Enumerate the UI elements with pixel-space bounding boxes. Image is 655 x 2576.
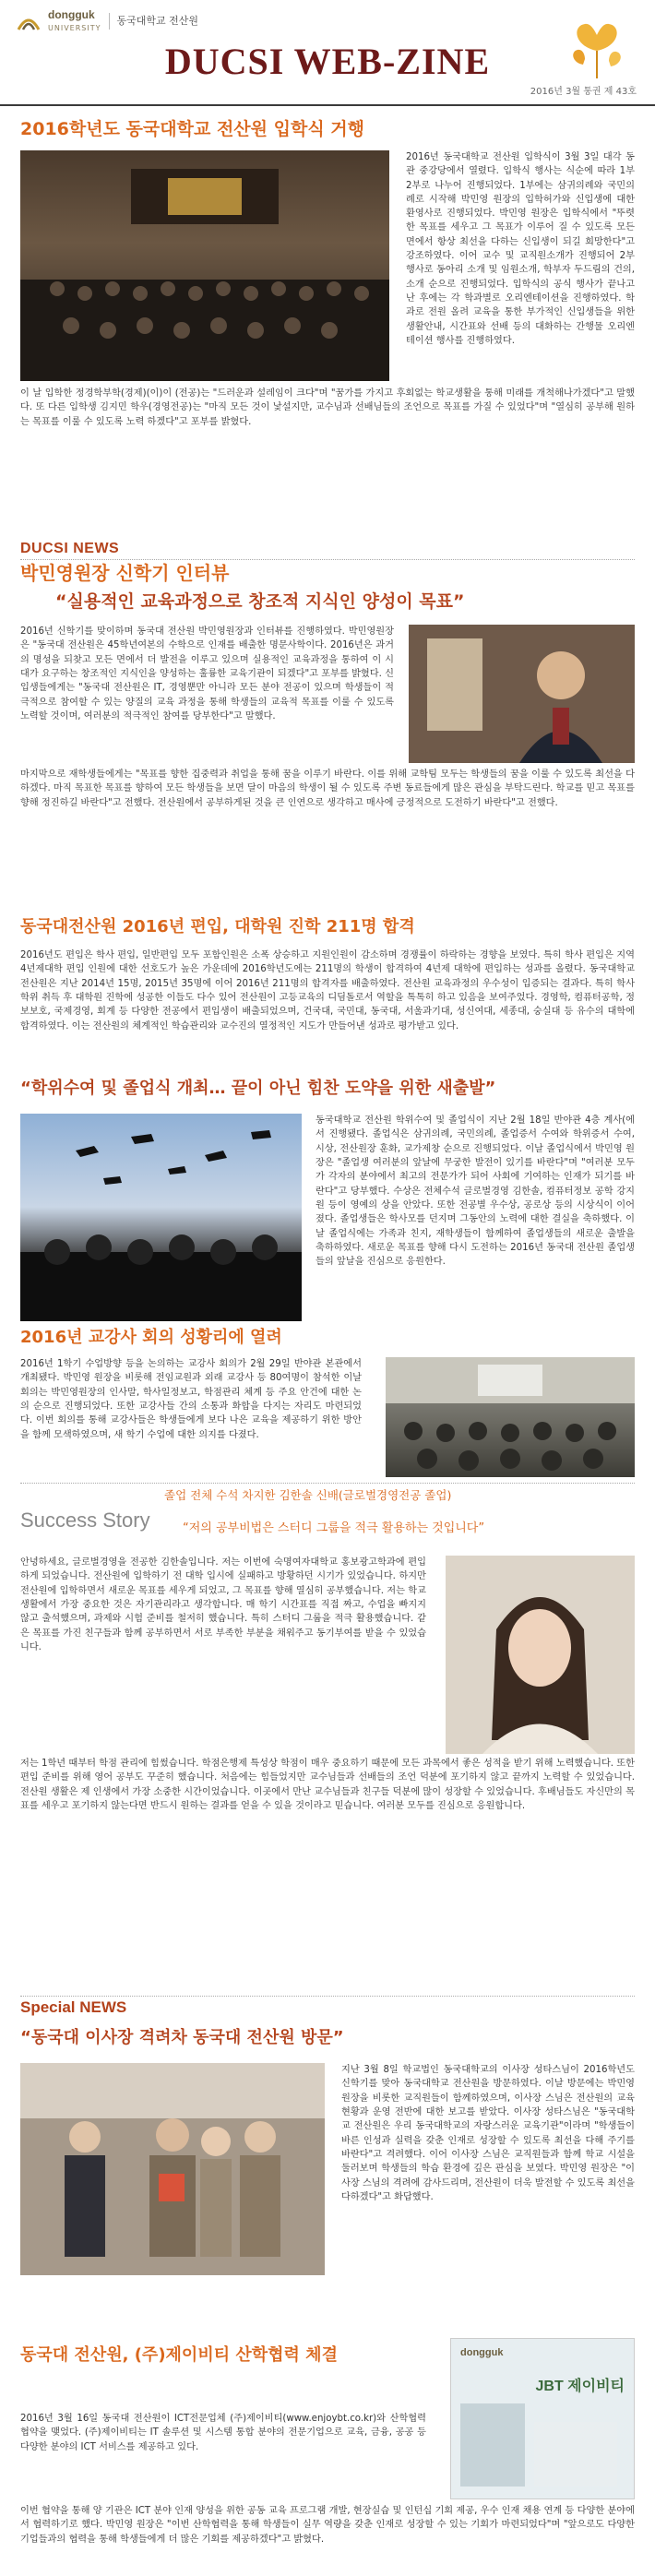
- special-news-tag: Special NEWS: [20, 1998, 127, 2017]
- article-title: 2016년 교강사 회의 성황리에 열려: [20, 1328, 282, 1348]
- article-subtitle: 졸업 전체 수석 차지한 김한솔 신배(글로벌경영전공 졸업): [164, 1488, 452, 1503]
- article-jbt-partnership: [0, 2338, 655, 2548]
- news-section-tag: DUCSI NEWS: [20, 541, 120, 556]
- dept-name: 동국대학교 전산원: [116, 15, 199, 28]
- article-body: 지난 3월 8일 학교법인 동국대학교의 이사장 성타스님이 2016학년도 신학기를 맞아 동국대학교 전산원을 방문하였다. 이날 방문에는 박민영 원장을 비롯한 교직원들이 함께하였으며, 이사장 스님은 전산원의 교육 현황과 운영 전반에 대한 보고를 받았다. 이사장 성타스님은 "동국대학교 전산원은 우리 동국대학교의 자랑스러운 교육기관"이라며 "학생들이 바른 인성과 실력을 갖춘 인재로 성장할 수 있도록 최선을 다해 주기를 바란다"고 격려했다. 이어 이사장 스님은 교직원들과 함께 학교 시설을 둘러보며 학생들의 학습 환경에 깊은 관심을 보였다. 박민영 원장은 "이사장 스님의 격려에 감사드리며, 전산원이 더욱 발전할 수 있도록 최선을 다하겠다"고 화답했다.: [341, 2065, 635, 2202]
- partnership-logo-dongguk: dongguk: [460, 2347, 504, 2359]
- article-title: 박민영원장 신학기 인터뷰: [20, 562, 230, 585]
- article-entrance-ceremony: [0, 106, 655, 538]
- article-body-continued: 저는 1학년 때부터 학점 관리에 힘썼습니다. 학점은행제 특성상 학점이 매우 중요하기 때문에 모든 과목에서 좋은 성적을 받기 위해 노력했습니다. 또한 편입 준비를 위해 영어 공부도 꾸준히 했습니다. 처음에는 힘들었지만 교수님들과 선배들의 조언 덕분에 포기하지 않고 끝까지 노력할 수 있었습니다. 전산원 생활은 제 인생에서 가장 소중한 시간이었습니다. 이곳에서 만난 교수님들과 친구들 덕분에 많이 성장할 수 있었습니다. 후배님들도 자신만의 목표를 세우고 포기하지 않는다면 반드시 원하는 결과를 얻을 수 있을 것이라고 믿습니다. 여러분 모두를 진심으로 응원합니다.: [20, 1759, 635, 1812]
- partnership-logo-jbt: JBT 제이비티: [535, 2379, 625, 2395]
- article-transfer-results: [0, 915, 655, 1077]
- article-success-story: [0, 1484, 655, 1996]
- article-subtitle: “실용적인 교육과정으로 창조적 지식인 양성이 목표”: [55, 591, 465, 613]
- article-body: 2016년 신학기를 맞이하며 동국대 전산원 박민영원장과 인터뷰를 진행하였다. 박민영원장은 "동국대 전산원은 45학년여본의 수학으로 인재를 배출한 명문사학이다. 2016년은 과거의 명성을 되찾고 모든 면에서 더 발전을 이루고 있으며 실용적인 교육과정을 통하여 이 시대가 요구하는 창조적인 지식인을 양성하는 훌륭한 교육기관이 되겠다"고 포부를 밝혔다. 신입생들에게는 "동국대 전산원은 IT, 경영뿐만 아니라 모든 분야 전공이 있으며 학생들이 적극적으로 참여할 수 있는 양질의 교육 과정을 통해 학생들의 교육적 목표를 이룰 수 있도록 노력할 것이며, 여러분의 적극적인 참여를 당부한다"고 말했다.: [20, 626, 394, 722]
- article-body-continued: 이번 협약을 통해 양 기관은 ICT 분야 인재 양성을 위한 공동 교육 프로그램 개발, 현장실습 및 인턴십 기회 제공, 우수 인재 채용 연계 등 다양한 분야에서 협력하기로 했다. 박민영 원장은 "이번 산학협력을 통해 학생들이 실무 역량을 갖춘 인재로 성장할 수 있는 기회가 마련되었다"며 "앞으로도 다양한 기업들과의 협력을 통해 학생들에게 더 많은 기회를 제공하겠다"고 밝혔다.: [20, 2506, 635, 2545]
- article-title: 동국대 전산원, (주)제이비티 산학협력 체결: [20, 2345, 338, 2366]
- chairman-visit-photo: [20, 2063, 325, 2275]
- article-chairman-visit: [0, 1997, 655, 2338]
- director-interview-photo: [409, 625, 635, 763]
- logo-sub: UNIVERSITY: [48, 24, 101, 33]
- article-title: “동국대 이사장 격려차 동국대 전산원 방문”: [20, 2028, 344, 2048]
- article-headline-quote: “저의 공부비법은 스터디 그룹을 적극 활용하는 것입니다”: [183, 1521, 485, 1536]
- student-portrait-photo: [446, 1556, 635, 1754]
- issue-number: 2016년 3월 통권 제 43호: [530, 86, 637, 97]
- header: [0, 0, 655, 106]
- logo-divider: [109, 13, 110, 30]
- article-body: 2016년 1학기 수업방향 등을 논의하는 교강사 회의가 2월 29일 반야관 본관에서 개최됐다. 박민영 원장을 비롯해 전임교원과 외래 교강사 등 80여명이 참석한 이날 회의는 박민영원장의 인사말, 학사일정보고, 학점관리 체계 등 주요 안건에 대한 논의 순으로 진행되었다. 또한 교강사들 간의 소통과 화합을 다지는 자리도 마련되었다. 이번 회의를 통해 교강사들은 학생들에게 보다 나은 교육을 제공하기 위한 방안을 함께 모색하였으며, 새 학기 수업에 대한 의지를 다졌다.: [20, 1359, 362, 1440]
- entrance-ceremony-photo: [20, 150, 389, 381]
- graduation-photo: [20, 1114, 302, 1321]
- article-body: 안녕하세요, 글로벌경영을 전공한 김한솔입니다. 저는 이번에 숙명여자대학교 홍보광고학과에 편입하게 되었습니다. 전산원에 입학하기 전 대학 입시에 실패하고 방황하던 시기가 있었습니다. 하지만 전산원에 입학하면서 새로운 목표를 세우게 되었고, 그 목표를 향해 열심히 공부했습니다. 저는 학교생활에서 가장 중요한 것은 자기관리라고 생각합니다. 매 학기 시간표를 직접 짜고, 수업을 빠지지 않고 출석했으며, 과제와 시험 준비를 철저히 했습니다. 특히 스터디 그룹을 적극 활용했습니다. 같은 목표를 가진 친구들과 함께 공부하면서 서로 부족한 부분을 채워주고 동기부여를 받을 수 있었습니다.: [20, 1557, 426, 1652]
- article-title: 2016학년도 동국대학교 전산원 입학식 거행: [20, 119, 365, 139]
- article-body: 2016년 동국대학교 전산원 입학식이 3월 3일 대각 동관 중강당에서 열렸다. 입학식 행사는 식순에 따라 1부 2부로 나누어 진행되었다. 1부에는 삼귀의례와 국민의례로 시작해 박민영 원장의 입학허가와 신입생에 대한 환영사로 진행되었다. 박민영 원장은 입학식에서 "뚜렷한 목표를 세우고 그 목표가 이루어 질 수 있도록 모든 면에서 항상 최선을 다하는 신입생이 되길 희망한다"고 강조하였다. 이어 교수 및 교직원소개가 진행되어 2부 행사로 동아리 소개 및 임원소개, 학부자 두드림의 건의, 소개 순으로 진행되었다. 입학식의 공식 행사가 끝나고 난 후에는 각 학과별로 오리엔테이션을 진행하였다. 학과로 전원 올려 교육을 통한 부가적인 신입생들을 위한 생활안내, 시간표와 선배 등의 대화하는 간행물 오리엔테이션 행사를 진행하였다.: [406, 152, 635, 346]
- article-body: 2016년도 편입은 학사 편입, 일반편입 모두 포함인원은 소폭 상승하고 지원인원이 감소하며 경쟁률이 하락하는 경향을 보였다. 특히 학사 편입은 지역 4년제대학 편입 인원에 대한 선호도가 높은 가운데에 2016학년도에는 211명의 학생이 합격하여 4년제 대학에 편입하는 성과를 올렸다. 동국대학교 전산원은 지난 2014년 15명, 2015년 35명에 이어 2016년 211명의 합격자를 배출하였다. 전산원 교육과정의 우수성이 입증되는 결과다. 특히 학사학위 취득 후 대학원 진학에 성공한 이들도 다수 있어 전산원이 고등교육의 디딤돌로서 역할을 톡톡히 하고 있음을 보여주었다. 경영학, 컴퓨터공학, 정보보호, 국제경영, 회계 등 다양한 전공에서 편입생이 배출되었으며, 건국대, 국민대, 동국대, 서울과기대, 성신여대, 세종대, 숭실대 등 유수의 대학에 합격하였다. 이는 전산원의 체계적인 학습관리와 교수진의 열정적인 지도가 만들어낸 성과로 평가받고 있다.: [20, 950, 635, 1032]
- article-faculty-meeting: [0, 1326, 655, 1483]
- article-title: 동국대전산원 2016년 편입, 대학원 진학 211명 합격: [20, 917, 415, 937]
- faculty-meeting-photo: [386, 1357, 635, 1477]
- article-body: 2016년 3월 16일 동국대 전산원이 ICT전문업체 (주)제이비티(www.enjoybt.co.kr)와 산학협력 협약을 맺었다. (주)제이비티는 IT 솔루션 및 시스템 통합 분야의 전문기업으로 교육, 금융, 공공 등 다양한 분야의 ICT 서비스를 제공하고 있다.: [20, 2414, 426, 2452]
- article-body-continued: 이 날 입학한 정경학부학(경제)(이)이 (전공)는 "드러운과 설레임이 크다"며 "꿈가를 가지고 후회없는 학교생활을 통해 미래를 개척해나가겠다"고 말했다. 또 다른 입학생 김지민 학우(경영전공)는 "마직 모든 것이 낯설지만, 교수님과 선배님들의 조언으로 목표를 가질 수 있었다"며 "열심히 공부해 원하는 목표를 이룰 수 있도록 노력 하겠다"고 포부를 밝혔다.: [20, 388, 635, 427]
- university-logo[interactable]: [17, 9, 198, 34]
- article-title: “학위수여 및 졸업식 개최… 끝이 아닌 힘찬 도약을 위한 새출발”: [20, 1079, 496, 1099]
- masthead-title: DUCSI WEB-ZINE: [164, 41, 491, 82]
- article-body-continued: 마지막으로 재학생들에게는 "목표를 향한 집중력과 취업을 통해 꿈을 이루기 바란다. 이를 위해 교학팀 모두는 학생들의 꿈을 이룰 수 있도록 최선을 다하겠다. 마직 목표한 목표를 향하여 모든 학생들을 보면 달이 마음의 학생이 될 수 있도록 주변 동료들에게 많은 관심을 부탁드린다. 학교를 믿고 목표를 향해 정진하길 바란다"고 전했다. 전산원에서 공부하게된 것을 큰 인연으로 생각하고 매사에 긍정적으로 도전하기 바란다"고 전했다.: [20, 769, 635, 808]
- logo-name: dongguk: [48, 8, 95, 21]
- success-story-tag: Success Story: [20, 1509, 150, 1532]
- article-graduation: [0, 1077, 655, 1326]
- article-director-interview: [0, 560, 655, 915]
- ginkgo-leaf-icon: [565, 18, 629, 83]
- partnership-photo: [450, 2338, 635, 2499]
- article-body: 동국대학교 전산원 학위수여 및 졸업식이 지난 2월 18일 반야관 4층 계사(에서 진행됐다. 졸업식은 삼귀의례, 국민의례, 졸업증서 수여와 학위증서 수여, 시상, 전산원장 훈화, 교가제창 순으로 진행되었다. 이날 졸업식에서 박민영 원장은 "졸업생 여러분의 앞날에 무궁한 발전이 있기를 바란다"며 "여러분 모두가 각자의 분야에서 최고의 전문가가 되어 사회에 기여하는 인재가 되기를 바란다"고 당부했다. 수상은 전체수석 글로벌경영 김한솔, 컴퓨터정보 공학 강지원 등이 영예의 상을 안았다. 또한 전공별 우수상, 공로상 등의 시상식이 이어졌다. 졸업생들은 학사모를 던지며 그동안의 노력에 대한 결실을 축하했다. 이날 졸업식에는 가족과 친지, 재학생들이 함께하여 졸업생들의 새로운 출발을 축하하였다. 새로운 목표를 향해 다시 도전하는 2016년 동국대 전산원 졸업생들의 앞날을 진심으로 응원한다.: [316, 1115, 635, 1268]
- dongguk-logo-icon: [17, 11, 41, 31]
